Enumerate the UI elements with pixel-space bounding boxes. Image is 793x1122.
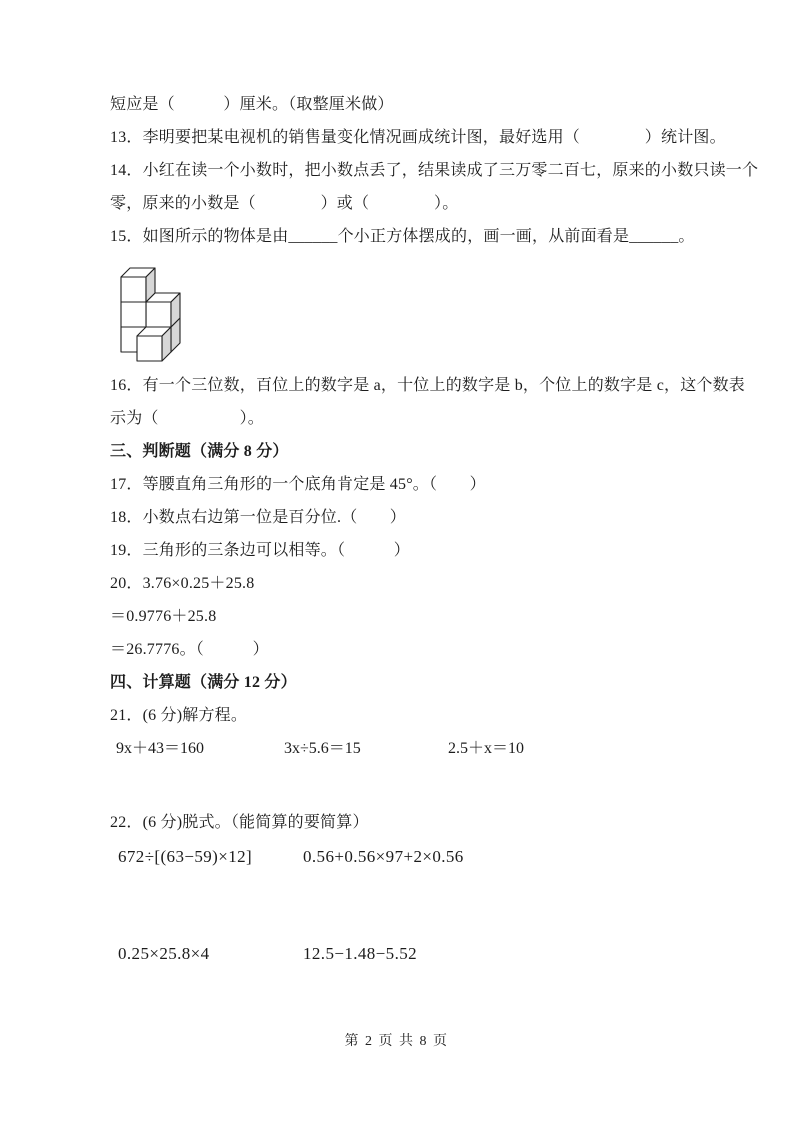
equation-22-1: 672÷[(63−59)×12]: [118, 847, 253, 866]
question-21: 21．(6 分)解方程。: [110, 707, 248, 724]
question-22-equations-row2: [110, 936, 710, 972]
question-16-line1: 16．有一个三位数，百位上的数字是 a，十位上的数字是 b，个位上的数字是 c，这个数表: [110, 377, 746, 394]
equation-21-1: 9x＋43＝160: [116, 740, 205, 757]
equation-21-2: 3x÷5.6＝15: [284, 740, 361, 757]
question-19: 19．三角形的三条边可以相等。（ ）: [110, 542, 411, 559]
question-21-equations: [110, 732, 710, 765]
equation-22-4: 12.5−1.48−5.52: [303, 944, 418, 963]
question-20-line1: 20．3.76×0.25＋25.8: [110, 575, 255, 592]
equation-22-3: 0.25×25.8×4: [118, 944, 210, 963]
page-content: [110, 88, 759, 972]
equation-22-2: 0.56+0.56×97+2×0.56: [303, 847, 464, 866]
question-15: 15．如图所示的物体是由______个小正方体摆成的，画一画，从前面看是______。: [110, 228, 695, 245]
question-14-line1: 14．小红在读一个小数时，把小数点丢了，结果读成了三万零二百七，原来的小数只读一个: [110, 162, 759, 179]
question-16-line2: 示为（ ）。: [110, 410, 265, 427]
question-20-line3: ＝26.7776。（ ）: [110, 641, 269, 658]
question-14-line2: 零，原来的小数是（ ）或（ ）。: [110, 195, 459, 212]
section-4-heading: 四、计算题（满分 12 分）: [110, 674, 297, 691]
question-22: 22．(6 分)脱式。（能简算的要简算）: [110, 814, 369, 831]
question-17: 17．等腰直角三角形的一个底角肯定是 45°。（ ）: [110, 476, 486, 493]
page-footer: 第 2 页 共 8 页: [344, 1034, 449, 1049]
section-3-heading: 三、判断题（满分 8 分）: [110, 443, 289, 460]
question-18: 18．小数点右边第一位是百分位.（ ）: [110, 509, 407, 526]
question-13: 13．李明要把某电视机的销售量变化情况画成统计图，最好选用（ ）统计图。: [110, 129, 726, 146]
question-12-tail: 短应是（ ）厘米。（取整厘米做）: [110, 96, 394, 113]
cube-stack-drawing: [112, 259, 184, 363]
equation-21-3: 2.5＋x＝10: [448, 740, 525, 757]
cube-stack-figure: [112, 259, 710, 365]
question-20-line2: ＝0.9776＋25.8: [110, 608, 217, 625]
question-22-equations-row1: [110, 839, 710, 875]
